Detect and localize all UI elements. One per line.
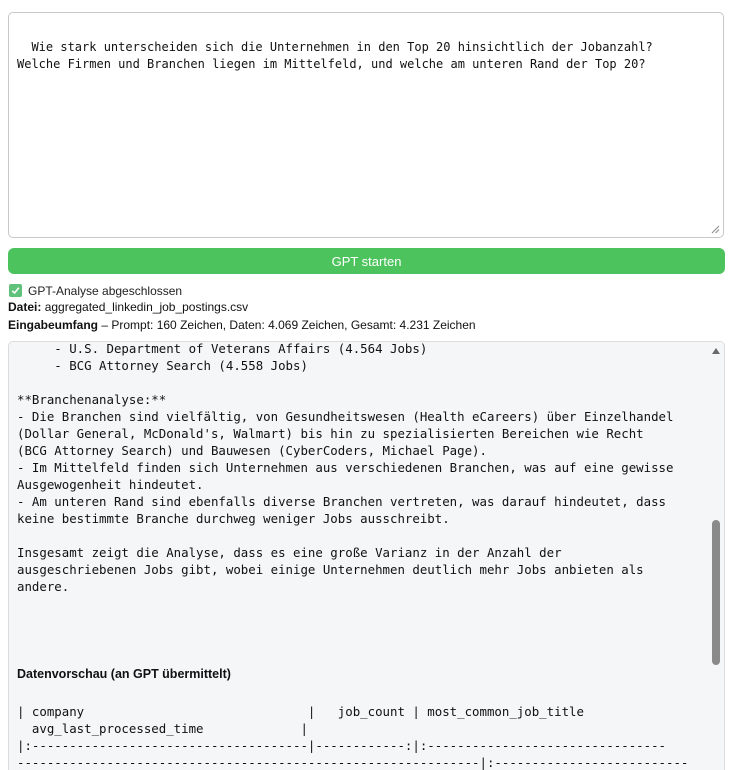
- result-line: Ausgewogenheit hindeutet.: [17, 477, 204, 492]
- result-line: [17, 374, 707, 391]
- result-line: - BCG Attorney Search (4.558 Jobs): [17, 358, 308, 373]
- result-line: **Branchenanalyse:**: [17, 392, 167, 407]
- scope-label: Eingabeumfang: [8, 318, 99, 332]
- scroll-thumb[interactable]: [712, 520, 720, 665]
- prompt-textarea[interactable]: [8, 12, 724, 238]
- data-preview-table: [17, 703, 707, 770]
- input-scope-info: [8, 318, 476, 332]
- data-preview-heading: Datenvorschau (an GPT übermittelt): [17, 667, 231, 681]
- result-line: Insgesamt zeigt die Analyse, dass es eine große Varianz in der Anzahl der: [17, 545, 562, 560]
- checkmark-icon: [9, 284, 22, 297]
- gpt-start-button[interactable]: GPT starten: [8, 248, 725, 274]
- result-line: - Im Mittelfeld finden sich Unternehmen aus verschiedenen Branchen, was auf eine gewisse: [17, 460, 674, 475]
- table-line: avg_last_processed_time |: [17, 721, 308, 736]
- result-line: (Dollar General, McDonald's, Walmart) bis hin zu spezialisierten Bereichen wie Recht: [17, 426, 644, 441]
- result-line: - Am unteren Rand sind ebenfalls diverse Branchen vertreten, was darauf hindeutet, dass: [17, 494, 667, 509]
- resize-grip-icon[interactable]: [711, 225, 720, 234]
- status-text: GPT-Analyse abgeschlossen: [28, 283, 183, 298]
- result-panel[interactable]: [8, 341, 725, 770]
- table-line: | company | job_count | most_common_job_title: [17, 704, 584, 719]
- result-line: - U.S. Department of Veterans Affairs (4.564 Jobs): [17, 341, 428, 356]
- status-row: [9, 283, 182, 298]
- file-label: Datei:: [8, 300, 42, 314]
- result-line: (BCG Attorney Search) und Bauwesen (CyberCoders, Michael Page).: [17, 443, 487, 458]
- scroll-up-arrow-icon[interactable]: [712, 348, 720, 354]
- result-line: - Die Branchen sind vielfältig, von Gesundheitswesen (Health eCareers) über Einzelhandel: [17, 409, 674, 424]
- table-line: |:-------------------------------------|------------:|:--------------------------------: [17, 738, 667, 753]
- scope-value: – Prompt: 160 Zeichen, Daten: 4.069 Zeichen, Gesamt: 4.231 Zeichen: [101, 318, 476, 332]
- result-line: andere.: [17, 579, 70, 594]
- table-line: --------------------------------------------------------------|:--------------------------: [17, 755, 689, 770]
- result-line: [17, 527, 707, 544]
- prompt-text: Wie stark unterscheiden sich die Unternehmen in den Top 20 hinsichtlich der Jobanzahl? Welche Firmen und Branchen liegen im Mittelfeld, und welche am unteren Rand der Top 20?: [17, 40, 653, 71]
- result-text: [17, 341, 707, 595]
- file-name: aggregated_linkedin_job_postings.csv: [44, 300, 249, 314]
- result-line: ausgeschriebenen Jobs gibt, wobei einige Unternehmen deutlich mehr Jobs anbieten als: [17, 562, 644, 577]
- result-scrollbar[interactable]: [708, 342, 724, 770]
- file-info: [8, 300, 248, 314]
- result-line: keine bestimmte Branche durchweg weniger Jobs ausschreibt.: [17, 511, 450, 526]
